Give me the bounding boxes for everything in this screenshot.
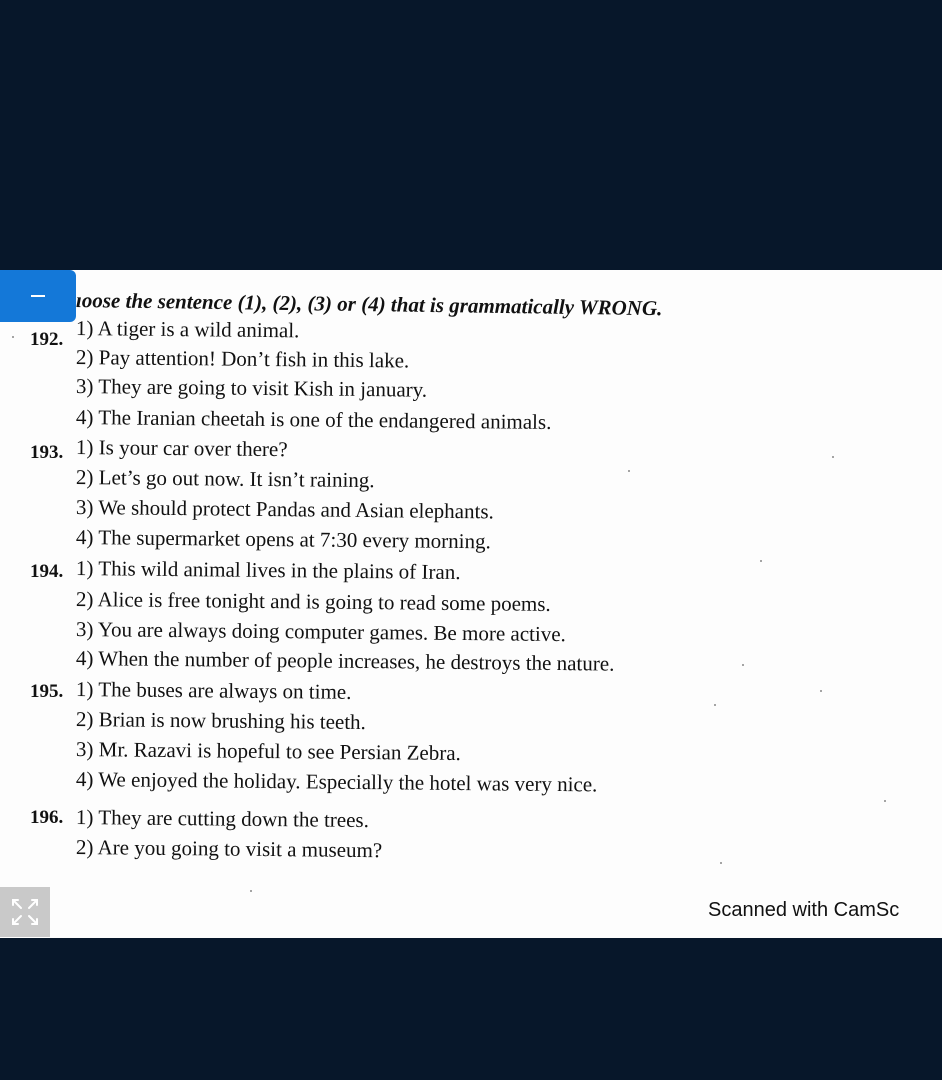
question-option: 2) Alice is free tonight and is going to read some poems. xyxy=(75,587,551,616)
question-option: 2) Brian is now brushing his teeth. xyxy=(75,707,367,735)
question-option: 1) This wild animal lives in the plains of Iran. xyxy=(75,556,461,585)
question-option: 3) We should protect Pandas and Asian elephants. xyxy=(75,495,494,524)
question-option: 4) The supermarket opens at 7:30 every morning. xyxy=(75,525,491,554)
scan-speck xyxy=(832,456,834,458)
question-option: 1) Is your car over there? xyxy=(75,435,288,462)
scan-speck xyxy=(720,862,722,864)
question-number: 193. xyxy=(30,442,64,463)
instruction-text: ıoose the sentence (1), (2), (3) or (4) that is grammatically WRONG. xyxy=(75,288,663,321)
question-option: 2) Are you going to visit a museum? xyxy=(75,835,383,863)
expand-button[interactable] xyxy=(0,887,50,937)
scan-speck xyxy=(250,890,252,892)
question-number: 194. xyxy=(30,561,64,582)
minimize-button[interactable] xyxy=(0,270,76,322)
question-option: 4) The Iranian cheetah is one of the endangered animals. xyxy=(75,405,552,434)
minus-icon xyxy=(31,295,45,297)
question-option: 4) When the number of people increases, he destroys the nature. xyxy=(75,646,615,676)
question-option: 1) The buses are always on time. xyxy=(75,677,352,704)
scan-speck xyxy=(820,690,822,692)
question-option: 4) We enjoyed the holiday. Especially the hotel was very nice. xyxy=(75,767,598,797)
question-option: 2) Pay attention! Don’t fish in this lake. xyxy=(75,345,410,373)
question-option: 3) Mr. Razavi is hopeful to see Persian Zebra. xyxy=(75,737,462,766)
question-option: 1) A tiger is a wild animal. xyxy=(75,316,300,343)
scan-speck xyxy=(742,664,744,666)
scan-speck xyxy=(714,704,716,706)
question-number: 195. xyxy=(30,681,64,702)
question-option: 3) They are going to visit Kish in january. xyxy=(75,374,428,402)
question-option: 3) You are always doing computer games. Be more active. xyxy=(75,617,566,647)
scan-speck xyxy=(884,800,886,802)
question-number: 196. xyxy=(30,807,64,828)
scan-speck xyxy=(12,336,14,338)
scan-speck xyxy=(628,470,630,472)
scanner-watermark: Scanned with CamSc xyxy=(708,899,900,921)
scan-speck xyxy=(760,560,762,562)
question-number: 192. xyxy=(30,329,64,350)
expand-arrows-icon xyxy=(0,887,50,937)
question-option: 1) They are cutting down the trees. xyxy=(75,805,370,833)
question-option: 2) Let’s go out now. It isn’t raining. xyxy=(75,465,375,493)
